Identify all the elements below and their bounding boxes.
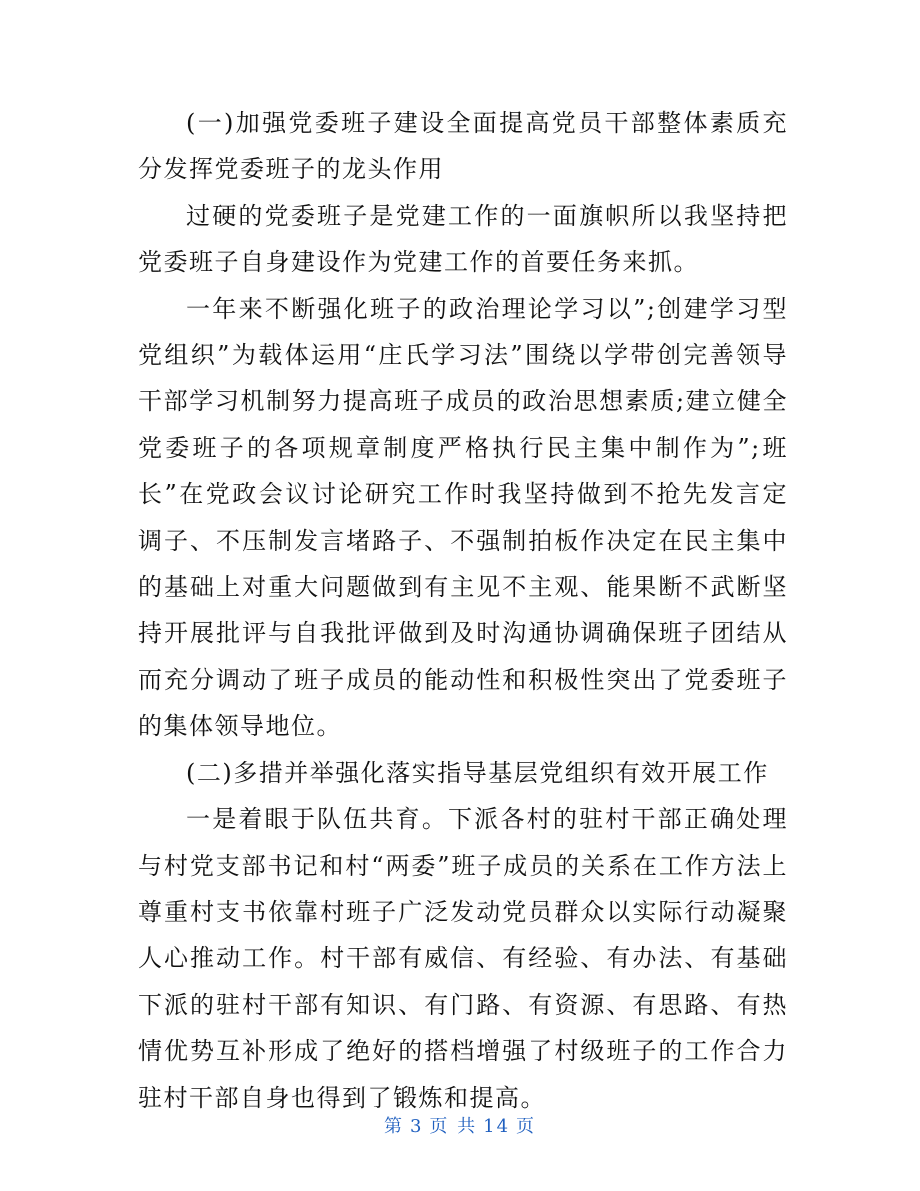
footer-suffix: 页	[516, 1116, 537, 1137]
heading-section-1: (一)加强党委班子建设全面提高党员干部整体素质充分发挥党委班子的龙头作用	[138, 109, 788, 184]
footer-prefix: 第	[383, 1116, 404, 1137]
paragraph: 一是着眼于队伍共育。下派各村的驻村干部正确处理与村党支部书记和村“两委”班子成员的关系在工作方法上尊重村支书依靠村班子广泛发动党员群众以实际行动凝聚人心推动工作。村干部有威信、有经验、有办法、有基础下派的驻村干部有知识、有门路、有资源、有思路、有热情优势互补形成了绝好的搭档增强了村级班子的工作合力驻村干部自身也得到了锻炼和提高。	[138, 805, 788, 1112]
footer-middle: 页 共	[429, 1116, 478, 1137]
document-body	[138, 100, 788, 1121]
paragraph: 过硬的党委班子是党建工作的一面旗帜所以我坚持把党委班子自身建设作为党建工作的首要任务来抓。	[138, 201, 788, 277]
total-pages: 14	[483, 1116, 511, 1137]
paragraph: 一年来不断强化班子的政治理论学习以”;创建学习型党组织”为载体运用“庄氏学习法”围绕以学带创完善领导干部学习机制努力提高班子成员的政治思想素质;建立健全党委班子的各项规章制度严格执行民主集中制作为”;班长”在党政会议讨论研究工作时我坚持做到不抢先发言定调子、不压制发言堵路子、不强制拍板作决定在民主集中的基础上对重大问题做到有主见不主观、能果断不武断坚持开展批评与自我批评做到及时沟通协调确保班子团结从而充分调动了班子成员的能动性和积极性突出了党委班子的集体领导地位。	[138, 294, 788, 741]
heading-section-2: (二)多措并举强化落实指导基层党组织有效开展工作	[186, 758, 769, 787]
page-number: 3	[409, 1116, 424, 1137]
page-footer	[0, 1112, 920, 1138]
